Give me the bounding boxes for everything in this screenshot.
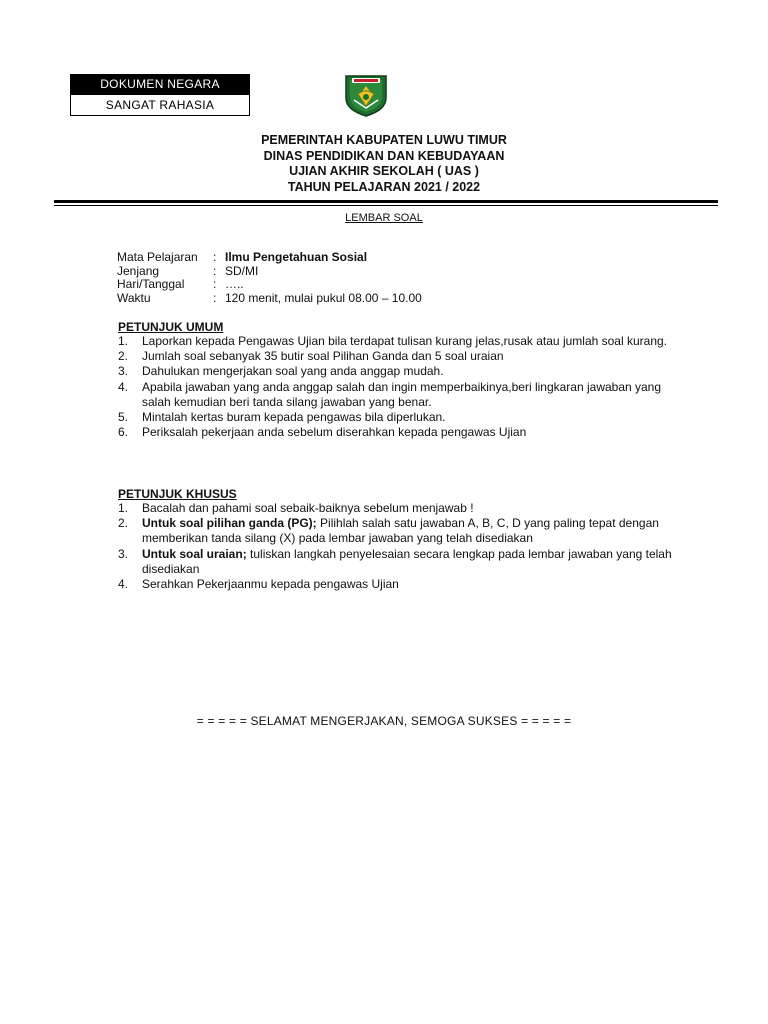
header-divider-thick: [54, 200, 718, 203]
item-body: Bacalah dan pahami soal sebaik-baiknya sebelum menjawab !: [142, 501, 474, 515]
time-label: Waktu: [117, 290, 151, 305]
item-text: [142, 516, 682, 546]
info-row-date: [117, 278, 422, 292]
document-header: [0, 133, 768, 195]
classification-box: [70, 74, 250, 116]
item-text: Dahulukan mengerjakan soal yang anda anggap mudah.: [142, 364, 444, 379]
item-number: 6.: [118, 425, 129, 440]
item-number: 1.: [118, 501, 129, 515]
info-row-level: [117, 265, 422, 279]
sheet-title: LEMBAR SOAL: [345, 212, 423, 224]
item-text: [142, 501, 682, 516]
list-item: [118, 577, 682, 592]
header-divider-thin: [54, 205, 718, 206]
item-text: Jumlah soal sebanyak 35 butir soal Pilihan Ganda dan 5 soal uraian: [142, 349, 504, 364]
item-number: 2.: [118, 349, 129, 364]
item-emphasis: Untuk soal pilihan ganda (PG);: [142, 516, 317, 531]
list-item: [118, 547, 682, 577]
closing-message: = = = = = SELAMAT MENGERJAKAN, SEMOGA SUKSES = = = = =: [196, 714, 572, 728]
list-item: [118, 364, 682, 379]
item-body: tuliskan langkah penyelesaian secara lengkap pada lembar jawaban yang telah disediakan: [142, 546, 672, 576]
item-text: Apabila jawaban yang anda anggap salah dan ingin memperbaikinya,beri lingkaran jawaban yang salah kemudian beri tanda silang jawaban yang benar.: [142, 379, 662, 409]
item-text: Periksalah pekerjaan anda sebelum diserahkan kepada pengawas Ujian: [142, 425, 527, 440]
general-list: [118, 334, 682, 440]
header-line-4: TAHUN PELAJARAN 2021 / 2022: [287, 179, 481, 194]
regency-emblem-icon: [342, 70, 390, 118]
list-item: [118, 349, 682, 364]
date-label: Hari/Tanggal: [117, 277, 185, 292]
item-number: 4.: [118, 379, 129, 394]
level-value: SD/MI: [225, 263, 259, 278]
info-colon: :: [213, 290, 217, 305]
general-instructions: [118, 320, 682, 440]
header-line-2: DINAS PENDIDIKAN DAN KEBUDAYAAN: [263, 148, 505, 163]
item-body: Serahkan Pekerjaanmu kepada pengawas Ujian: [142, 577, 399, 592]
item-number: 4.: [118, 577, 129, 592]
date-value: …..: [225, 277, 244, 292]
item-number: 3.: [118, 364, 129, 379]
info-row-subject: [117, 251, 422, 265]
subject-value: Ilmu Pengetahuan Sosial: [225, 250, 368, 264]
list-item: [118, 516, 682, 546]
item-emphasis: Untuk soal uraian;: [142, 546, 247, 561]
special-title: PETUNJUK KHUSUS: [118, 487, 237, 501]
exam-info: [117, 251, 422, 305]
header-line-3: UJIAN AKHIR SEKOLAH ( UAS ): [289, 164, 479, 178]
item-text: [142, 547, 682, 577]
item-body: Pilihlah salah satu jawaban A, B, C, D yang paling tepat dengan memberikan tanda silang (X) pada lembar jawaban yang telah disediakan: [142, 516, 659, 546]
info-colon: :: [213, 250, 217, 264]
item-text: Mintalah kertas buram kepada pengawas bila diperlukan.: [142, 410, 446, 425]
list-item: [118, 334, 682, 349]
classification-top: DOKUMEN NEGARA: [71, 75, 249, 94]
special-instructions: [118, 487, 682, 592]
list-item: [118, 410, 682, 425]
general-title: PETUNJUK UMUM: [118, 320, 224, 334]
item-number: 5.: [118, 410, 129, 425]
list-item: [118, 380, 682, 410]
item-number: 1.: [118, 334, 129, 348]
info-row-time: [117, 292, 422, 306]
info-colon: :: [213, 277, 217, 292]
level-label: Jenjang: [117, 263, 160, 278]
item-number: 2.: [118, 516, 129, 531]
time-value: 120 menit, mulai pukul 08.00 – 10.00: [225, 290, 422, 305]
special-list: [118, 501, 682, 592]
item-text: [142, 577, 682, 592]
subject-label: Mata Pelajaran: [117, 250, 198, 264]
header-line-1: PEMERINTAH KABUPATEN LUWU TIMUR: [261, 133, 507, 147]
classification-bottom: SANGAT RAHASIA: [71, 94, 249, 115]
list-item: [118, 425, 682, 440]
item-text: Laporkan kepada Pengawas Ujian bila terdapat tulisan kurang jelas,rusak atau jumlah soal kurang.: [142, 334, 667, 348]
info-colon: :: [213, 263, 217, 278]
item-number: 3.: [118, 546, 129, 561]
list-item: [118, 501, 682, 516]
